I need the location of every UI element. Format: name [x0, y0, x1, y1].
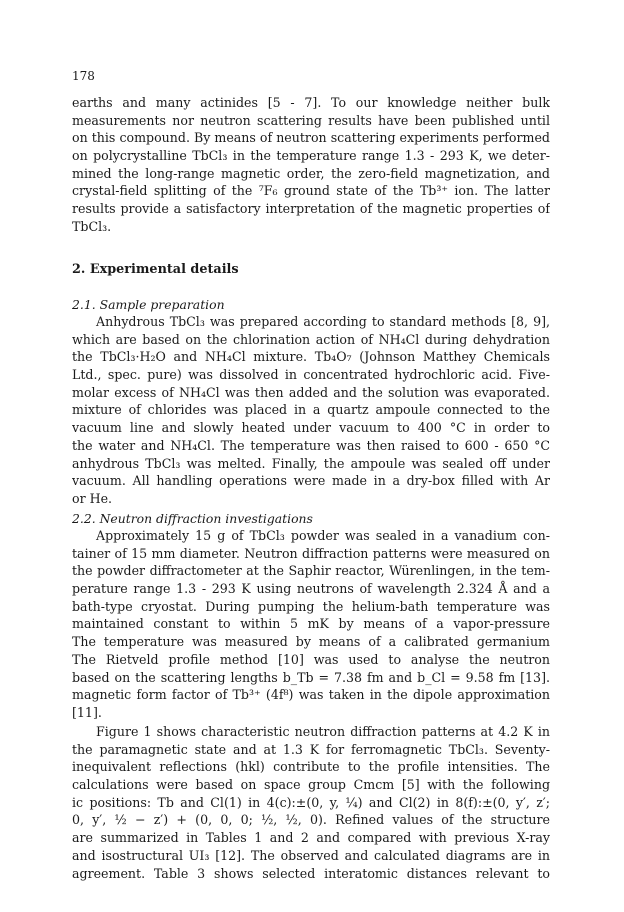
text-line: vacuum. All handling operations were made in a dry-box filled with Ar: [72, 473, 550, 489]
text-line: Anhydrous TbCl₃ was prepared according to standard methods [8, 9],: [96, 314, 550, 329]
paragraph-results: [72, 723, 550, 882]
text-line: 0, y′, ½ − z′) + (0, 0, 0; ½, ½, 0). Refined values of the structure: [72, 812, 550, 828]
text-line: Ltd., spec. pure) was dissolved in concentrated hydrochloric acid. Five-: [72, 367, 550, 383]
text-line: bath-type cryostat. During pumping the helium-bath temperature was: [72, 598, 550, 614]
text-line: perature range 1.3 - 293 K using neutrons of wavelength 2.324 Å and a: [72, 581, 550, 597]
subsection-heading-neutron-diffraction: 2.2. Neutron diffraction investigations: [72, 511, 313, 526]
text-line: on polycrystalline TbCl₃ in the temperature range 1.3 - 293 K, we deter-: [72, 148, 550, 164]
text-line: calculations were based on space group Cmcm [5] with the following: [72, 777, 550, 793]
text-line: molar excess of NH₄Cl was then added and the solution was evaporated.: [72, 384, 550, 400]
paragraph-sample-preparation: [72, 313, 550, 508]
text-line: tainer of 15 mm diameter. Neutron diffraction patterns were measured on: [72, 545, 550, 561]
text-line: vacuum line and slowly heated under vacuum to 400 °C in order to: [72, 420, 550, 436]
text-line: and isostructural UI₃ [12]. The observed and calculated diagrams are in: [72, 847, 550, 863]
text-line: the water and NH₄Cl. The temperature was then raised to 600 - 650 °C: [72, 437, 550, 453]
text-line: on this compound. By means of neutron scattering experiments performed: [72, 130, 550, 146]
page-number: 178: [72, 69, 95, 83]
text-line: results provide a satisfactory interpretation of the magnetic properties of: [72, 201, 550, 217]
text-line: the powder diffractometer at the Saphir reactor, Würenlingen, in the tem-: [72, 563, 550, 579]
text-line: mixture of chlorides was placed in a quartz ampoule connected to the: [72, 402, 550, 418]
text-line: crystal-field splitting of the ⁷F₆ ground state of the Tb³⁺ ion. The latter: [72, 183, 550, 199]
text-line: TbCl₃.: [72, 218, 112, 234]
paragraph-intro: [72, 94, 550, 236]
text-line: the TbCl₃·H₂O and NH₄Cl mixture. Tb₄O₇ (Johnson Matthey Chemicals: [72, 349, 550, 365]
text-line: [11].: [72, 704, 102, 720]
text-line: Approximately 15 g of TbCl₃ powder was sealed in a vanadium con-: [96, 528, 550, 543]
section-heading: 2. Experimental details: [72, 262, 239, 277]
text-line: mined the long-range magnetic order, the zero-field magnetization, and: [72, 165, 550, 181]
text-line: The Rietveld profile method [10] was used to analyse the neutron: [72, 651, 550, 667]
text-line: the paramagnetic state and at 1.3 K for ferromagnetic TbCl₃. Seventy-: [72, 741, 550, 757]
text-line: anhydrous TbCl₃ was melted. Finally, the ampoule was sealed off under: [72, 455, 550, 471]
text-line: Figure 1 shows characteristic neutron diffraction patterns at 4.2 K in: [96, 724, 550, 739]
text-line: based on the scattering lengths b_Tb = 7.38 fm and b_Cl = 9.58 fm [13].: [72, 669, 550, 685]
text-line: magnetic form factor of Tb³⁺ (4f⁸) was taken in the dipole approximation: [72, 687, 550, 703]
paragraph-neutron-diffraction: [72, 527, 550, 722]
text-line: or He.: [72, 490, 113, 506]
subsection-heading-sample-preparation: 2.1. Sample preparation: [72, 297, 225, 312]
text-line: ic positions: Tb and Cl(1) in 4(c):±(0, y, ¼) and Cl(2) in 8(f):±(0, y′, z′;: [72, 794, 550, 810]
text-line: maintained constant to within 5 mK by means of a vapor-pressure: [72, 616, 550, 632]
text-line: The temperature was measured by means of a calibrated germanium: [72, 634, 550, 650]
text-line: are summarized in Tables 1 and 2 and compared with previous X-ray: [72, 830, 550, 846]
text-line: inequivalent reflections (hkl) contribute to the profile intensities. The: [72, 759, 550, 775]
text-line: earths and many actinides [5 - 7]. To our knowledge neither bulk: [72, 95, 550, 110]
text-line: measurements nor neutron scattering results have been published until: [72, 112, 550, 128]
text-line: agreement. Table 3 shows selected interatomic distances relevant to: [72, 865, 550, 881]
text-line: which are based on the chlorination action of NH₄Cl during dehydration: [72, 331, 550, 347]
